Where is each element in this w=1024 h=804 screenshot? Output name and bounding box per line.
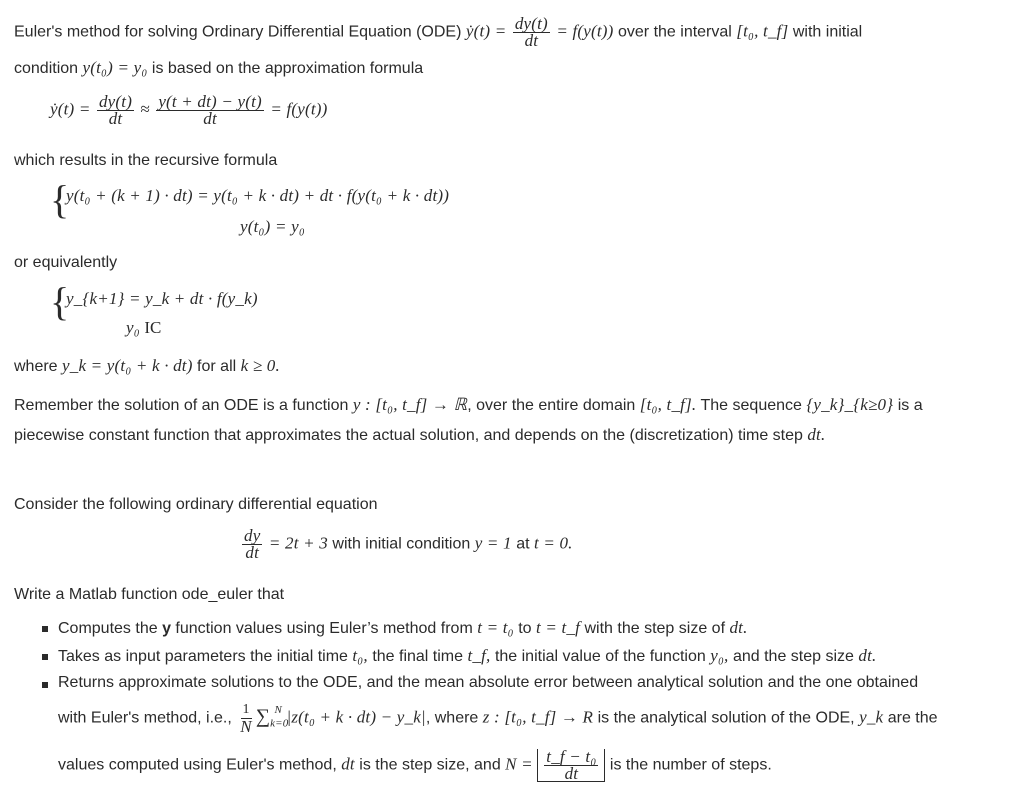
where-line: where y_k = y(t₀ + k · dt) for all k ≥ 0.: [14, 356, 280, 375]
list-item: Returns approximate solutions to the ODE, and the mean absolute error between analytical solution and the one obtained with Euler's method, i.e., $\frac{1}{N}$ $\sum_{k=0}^N$ |z(t₀ + k · dt) − y_k|, where z : [t₀, t_f] → R is the analytical solution of the ODE, y_k are the values computed using Euler's method, dt is the step size, and N = $\frac{\text{t\_f − t₀}}{dt}$ is the number of steps.: [58, 674, 938, 804]
requirements-list: [58, 618, 938, 804]
derivative-fraction: $\frac{dy(t)}{dt}$: [514, 14, 548, 50]
floor-bracket: $\frac{\text{t\_f − t₀}}{dt}$: [537, 749, 605, 782]
bullet-icon: [42, 626, 48, 632]
remember-line-1: Remember the solution of an ODE is a function y : [t₀, t_f] → ℝ, over the entire domain [t₀, t_f]. The sequence {y_k}_{k≥0} is a: [14, 395, 923, 414]
intro-text: Euler's method for solving Ordinary Differential Equation (ODE): [14, 23, 462, 41]
task-text: Write a Matlab function ode_euler that: [14, 586, 285, 603]
bullet-icon: [42, 682, 48, 688]
list-item: Takes as input parameters the initial time t₀, the final time t_f, the initial value of the function y₀, and the step size dt.: [58, 646, 938, 674]
intro-line-2: condition y(t₀) = y₀ is based on the approximation formula: [14, 58, 424, 77]
left-brace: {: [50, 279, 70, 324]
consider-text: Consider the following ordinary differential equation: [14, 496, 378, 513]
equivalently-text: or equivalently: [14, 254, 118, 271]
recursive-intro: which results in the recursive formula: [14, 152, 278, 169]
recursive-formula-row-2: y(t₀) = y₀: [240, 217, 305, 236]
left-brace: {: [50, 177, 70, 222]
initial-condition: y(t₀) = y₀: [82, 58, 148, 77]
ode-rhs: = f(y(t)): [556, 21, 614, 41]
approximation-formula: ẏ(t) = $\frac{dy(t)}{dt}$ ≈ $\frac{y(t + dt) - y(t)}{dt}$ = f(y(t)): [50, 92, 328, 128]
recursive-formula-row-1: y(t₀ + (k + 1) · dt) = y(t₀ + k · dt) + dt · f(y(t₀ + k · dt)): [66, 186, 450, 205]
bullet-icon: [42, 654, 48, 660]
remember-line-2: piecewise constant function that approximates the actual solution, and depends on the (discretization) time step dt.: [14, 425, 826, 444]
ode-equation: $\frac{dy}{dt}$ = 2t + 3 with initial condition y = 1 at t = 0.: [244, 526, 573, 562]
interval: [t₀, t_f]: [736, 21, 789, 41]
list-item: Computes the y function values using Euler’s method from t = t₀ to t = t_f with the step size of dt.: [58, 618, 938, 646]
equivalent-formula-row-1: y_{k+1} = y_k + dt · f(y_k): [66, 289, 258, 308]
intro-line-1: Euler's method for solving Ordinary Differential Equation (ODE) ẏ(t) = $\frac{dy(t)}{dt}$ = f(y(t)) over the interval [t₀, t_f] with initial: [14, 14, 863, 50]
ode-lhs: ẏ(t) =: [465, 21, 507, 41]
sum-icon: ∑: [255, 705, 271, 728]
equivalent-formula-row-2: y₀ IC: [126, 318, 162, 337]
